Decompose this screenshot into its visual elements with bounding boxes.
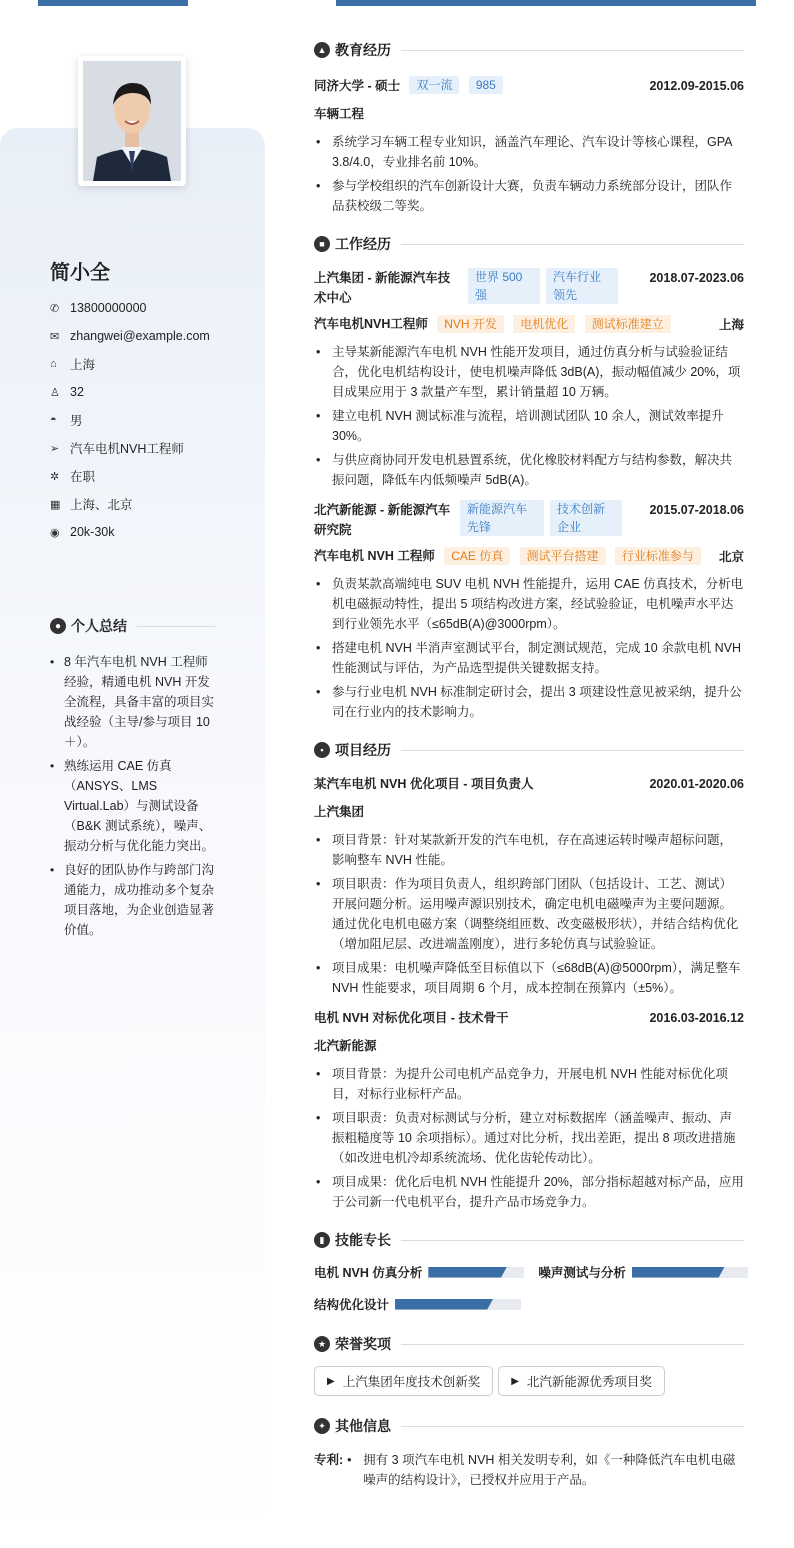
job-duty: • 搭建电机 NVH 半消声室测试平台，制定测试规范，完成 10 余款电机 NVH 性能测试与评估，为产品选型提供关键数据支持。 [314,638,744,678]
job-company-line [314,500,622,540]
triangle-icon: ▶ [327,1375,335,1387]
project-date: 2016.03-2016.12 [649,1011,744,1025]
school-tag: 双一流 [409,76,459,94]
job-company-line [314,268,618,308]
job-duties-list [314,342,744,490]
other-section [314,1414,744,1494]
project-org: 北汽新能源 [314,1039,377,1053]
info-age [50,378,250,406]
salary-text: 20k-30k [70,525,115,539]
education-entry-header [314,76,744,96]
project-name: 某汽车电机 NVH 优化项目 - 项目负责人 [314,777,534,791]
education-school-line [314,76,503,96]
mail-icon: ✉ [50,330,60,343]
award-item [498,1366,665,1396]
skill-name: 电机 NVH 仿真分析 [314,1266,423,1280]
skills-header [314,1228,744,1252]
job-company: 上汽集团 - 新能源汽车技术中心 [314,271,451,305]
projects-header [314,738,744,762]
info-gender [50,406,250,434]
work-title: 工作经历 [335,236,391,252]
project-item: • 项目职责：作为项目负责人，组织跨部门团队（包括设计、工艺、测试）开展问题分析。运用噪声源识别技术，确定电机电磁噪声为主要问题源。通过优化电机电磁方案（调整绕组匝数、改变磁极形状），并结合结构优化（增加阻尼层、改进端盖刚度），进行多轮仿真与试验验证。 [314,874,744,954]
divider [401,1240,744,1241]
building-icon: ▦ [50,498,61,511]
job-role-group [314,546,701,566]
company-tag: 新能源汽车先锋 [460,500,544,536]
job-duty: • 主导某新能源汽车电机 NVH 性能开发项目，通过仿真分析与试验验证结合，优化电机结构设计，使电机噪声降低 3dB(A)，振动幅值减少 20%，项目成果应用于 3 款量产车型，累计销量超 10 万辆。 [314,342,744,402]
info-email [50,322,250,350]
job-location: 上海 [718,318,744,332]
job-role-line [314,546,744,566]
patent-list [345,1450,744,1494]
age-text: 32 [70,385,84,399]
gender-text: 男 [70,414,83,428]
skill-name: 结构优化设计 [314,1298,390,1312]
project-date: 2020.01-2020.06 [649,777,744,791]
education-item: • 参与学校组织的汽车创新设计大赛，负责车辆动力系统部分设计，团队作品获校级二等奖。 [314,176,744,216]
project-org: 上汽集团 [314,805,365,819]
project-item: • 项目成果：优化后电机 NVH 性能提升 20%，部分指标超越对标产品，应用于公司新一代电机平台，提升产品市场竞争力。 [314,1172,744,1212]
education-header [314,38,744,62]
patent-row [314,1450,744,1494]
info-city [50,350,250,378]
send-icon: ➢ [50,442,60,455]
education-date: 2012.09-2015.06 [649,79,744,93]
project-name: 电机 NVH 对标优化项目 - 技术骨干 [314,1011,509,1025]
job-location: 北京 [718,550,744,564]
project-item: • 项目背景：针对某款新开发的汽车电机，存在高速运转时噪声超标问题，影响整车 NVH 性能。 [314,830,744,870]
job-duty: • 建立电机 NVH 测试标准与流程，培训测试团队 10 余人，测试效率提升 30%。 [314,406,744,446]
job-company: 北汽新能源 - 新能源汽车研究院 [314,503,451,537]
education-major: 车辆工程 [314,107,365,121]
education-title: 教育经历 [335,42,391,58]
summary-item: • 8 年汽车电机 NVH 工程师经验，精通电机 NVH 开发全流程，具备丰富的项目实战经验（主导/参与项目 10＋）。 [50,652,218,752]
info-position [50,434,250,462]
projects-section [314,738,744,1212]
contact-info-list [50,294,250,546]
school-name: 同济大学 - 硕士 [314,79,401,93]
top-accent-bar-left [38,0,188,6]
skill-name: 噪声测试与分析 [538,1266,626,1280]
skills-row [314,1294,744,1314]
other-title: 其他信息 [335,1418,391,1434]
divider [401,1426,744,1427]
work-section [314,232,744,722]
education-section [314,38,744,216]
job-role: 汽车电机 NVH 工程师 [314,549,435,563]
award-label: 北汽新能源优秀项目奖 [526,1375,652,1389]
awards-title: 荣誉奖项 [335,1336,391,1352]
skill-level-fill [632,1267,725,1278]
skill-tag: NVH 开发 [437,315,504,333]
skill-tag: 测试标准建立 [585,315,671,333]
skills-row [314,1262,744,1282]
skill-bar [428,1267,524,1278]
work-header [314,232,744,256]
summary-title: 个人总结 [71,618,127,634]
project-item: • 项目职责：负责对标测试与分析，建立对标数据库（涵盖噪声、振动、声振粗糙度等 10 余项指标）。通过对比分析，找出差距，提出 8 项改进措施（如改进电机冷却系统流场、优化齿轮传动比）。 [314,1108,744,1168]
skill-bar [395,1299,521,1310]
graduation-cap-icon: ▲ [314,42,330,58]
user-icon: ● [50,618,66,634]
divider [401,244,744,245]
medal-icon: ★ [314,1336,330,1352]
skill-item [314,1294,521,1314]
job-date: 2015.07-2018.06 [649,503,744,517]
other-header [314,1414,744,1438]
gear-icon: ✲ [50,470,60,483]
summary-list [50,652,218,944]
skill-level-fill [395,1299,493,1310]
avatar [78,56,186,186]
award-label: 上汽集团年度技术创新奖 [342,1375,481,1389]
job-header [314,268,744,308]
summary-item: • 熟练运用 CAE 仿真（ANSYS、LMS Virtual.Lab）与测试设备（B&K 测试系统），噪声、振动分析与优化能力突出。 [50,756,218,856]
gender-icon: ◓ [50,414,57,426]
award-item [314,1366,493,1396]
position-text: 汽车电机NVH工程师 [70,442,184,456]
skills-section [314,1228,744,1314]
awards-section [314,1332,744,1396]
job-role-group [314,314,671,334]
phone-text: 13800000000 [70,301,147,315]
job-date: 2018.07-2023.06 [649,271,744,285]
summary-item: • 良好的团队协作与跨部门沟通能力，成功推动多个复杂项目落地，为企业创造显著价值。 [50,860,218,940]
projects-title: 项目经历 [335,742,391,758]
skill-item [538,1262,748,1282]
main-content [314,38,744,1494]
email-text: zhangwei@example.com [70,329,210,343]
divider [401,50,744,51]
summary-header [50,616,215,636]
skill-level-fill [428,1267,507,1278]
patent-label: 专利: [314,1453,344,1467]
bar-chart-icon: ▮ [314,1232,330,1248]
avatar-photo [83,61,181,181]
awards-list [314,1366,744,1396]
skill-item [314,1262,524,1282]
divider [401,750,744,751]
status-text: 在职 [70,470,96,484]
cake-icon: ♙ [50,386,60,399]
skills-title: 技能专长 [335,1232,391,1248]
education-item: • 系统学习车辆工程专业知识，涵盖汽车理论、汽车设计等核心课程，GPA 3.8/4.0，专业排名前 10%。 [314,132,744,172]
target-icon: ◉ [50,526,60,539]
triangle-icon: ▶ [511,1375,519,1387]
project-list [314,830,744,998]
school-tag: 985 [469,76,503,94]
job-role: 汽车电机NVH工程师 [314,317,428,331]
info-phone [50,294,250,322]
info-icon: ✦ [314,1418,330,1434]
project-list [314,1064,744,1212]
company-tag: 汽车行业领先 [546,268,618,304]
project-header [314,774,744,794]
job-role-line [314,314,744,334]
awards-header [314,1332,744,1356]
skill-tag: 电机优化 [513,315,575,333]
city-text: 上海 [70,358,96,372]
top-accent-bar-right [336,0,756,6]
job-header [314,500,744,540]
project-item: • 项目背景：为提升公司电机产品竞争力，开展电机 NVH 性能对标优化项目，对标行业标杆产品。 [314,1064,744,1104]
job-duty: • 参与行业电机 NVH 标准制定研讨会，提出 3 项建设性意见被采纳，提升公司在行业内的技术影响力。 [314,682,744,722]
skill-tag: 行业标准参与 [615,547,701,565]
education-list [314,132,744,216]
divider [401,1344,744,1345]
skill-bar [632,1267,748,1278]
company-tag: 技术创新企业 [550,500,622,536]
divider [137,626,215,627]
info-status [50,462,250,490]
candidate-name: 简小全 [50,262,110,284]
phone-icon: ✆ [50,302,60,315]
skill-tag: 测试平台搭建 [520,547,606,565]
job-duty: • 负责某款高端纯电 SUV 电机 NVH 性能提升，运用 CAE 仿真技术，分析电机电磁振动特性，提出 5 项结构改进方案，经试验验证，电机噪声水平达到行业领先水平（≤65dB(A)@3000rpm）。 [314,574,744,634]
grid-icon: ▪ [314,742,330,758]
project-header [314,1008,744,1028]
info-target-city [50,490,250,518]
target-city-text: 上海、北京 [70,498,133,512]
project-item: • 项目成果：电机噪声降低至目标值以下（≤68dB(A)@5000rpm），满足整车 NVH 性能要求，项目周期 6 个月，成本控制在预算内（±5%）。 [314,958,744,998]
briefcase-icon: ■ [314,236,330,252]
skill-tag: CAE 仿真 [444,547,510,565]
company-tag: 世界 500 强 [468,268,540,304]
info-salary [50,518,250,546]
home-icon: ⌂ [50,358,57,370]
patent-item: • 拥有 3 项汽车电机 NVH 相关发明专利，如《一种降低汽车电机电磁噪声的结构设计》，已授权并应用于产品。 [345,1450,744,1490]
job-duties-list [314,574,744,722]
job-duty: • 与供应商协同开发电机悬置系统，优化橡胶材料配方与结构参数，解决共振问题，降低车内低频噪声 5dB(A)。 [314,450,744,490]
